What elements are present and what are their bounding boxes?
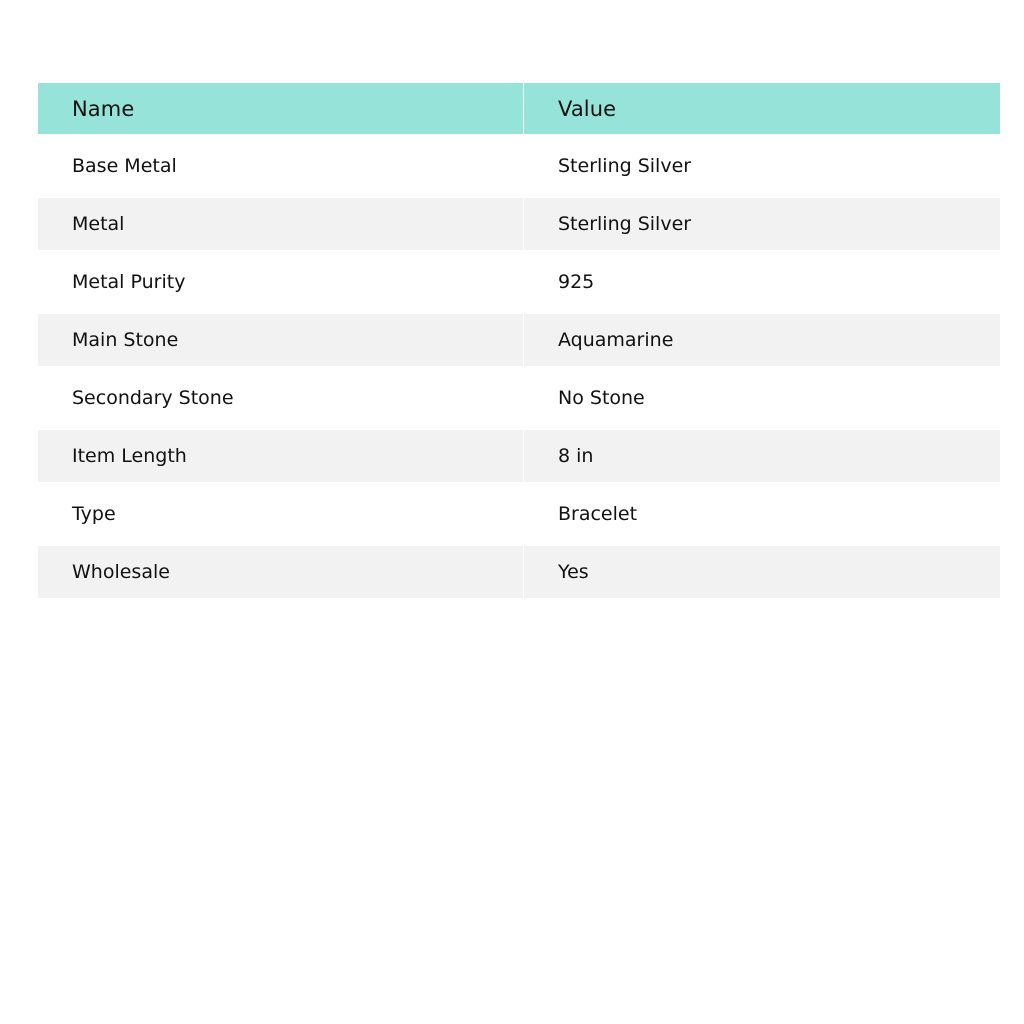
row-name-cell: Secondary Stone <box>38 366 523 430</box>
table-row <box>38 250 1000 314</box>
row-name-cell: Metal Purity <box>38 250 523 314</box>
table-row <box>38 482 1000 546</box>
row-name-cell: Wholesale <box>38 546 523 598</box>
row-value-cell: Yes <box>523 546 1000 598</box>
column-header-value: Value <box>523 83 1000 134</box>
row-name-cell: Main Stone <box>38 314 523 366</box>
row-value-cell: 8 in <box>523 430 1000 482</box>
row-value-cell: Sterling Silver <box>523 198 1000 250</box>
row-value-cell: Bracelet <box>523 482 1000 546</box>
column-header-name: Name <box>38 83 523 134</box>
row-name-cell: Base Metal <box>38 134 523 198</box>
table-row <box>38 546 1000 598</box>
table-body <box>38 134 1000 598</box>
table-header-row <box>38 83 1000 134</box>
row-name-cell: Metal <box>38 198 523 250</box>
table-row <box>38 198 1000 250</box>
row-name-cell: Item Length <box>38 430 523 482</box>
row-value-cell: Aquamarine <box>523 314 1000 366</box>
table-row <box>38 430 1000 482</box>
row-name-cell: Type <box>38 482 523 546</box>
row-value-cell: Sterling Silver <box>523 134 1000 198</box>
specifications-table <box>38 83 1000 598</box>
row-value-cell: 925 <box>523 250 1000 314</box>
table-row <box>38 314 1000 366</box>
table-row <box>38 366 1000 430</box>
table-row <box>38 134 1000 198</box>
table-header <box>38 83 1000 134</box>
row-value-cell: No Stone <box>523 366 1000 430</box>
